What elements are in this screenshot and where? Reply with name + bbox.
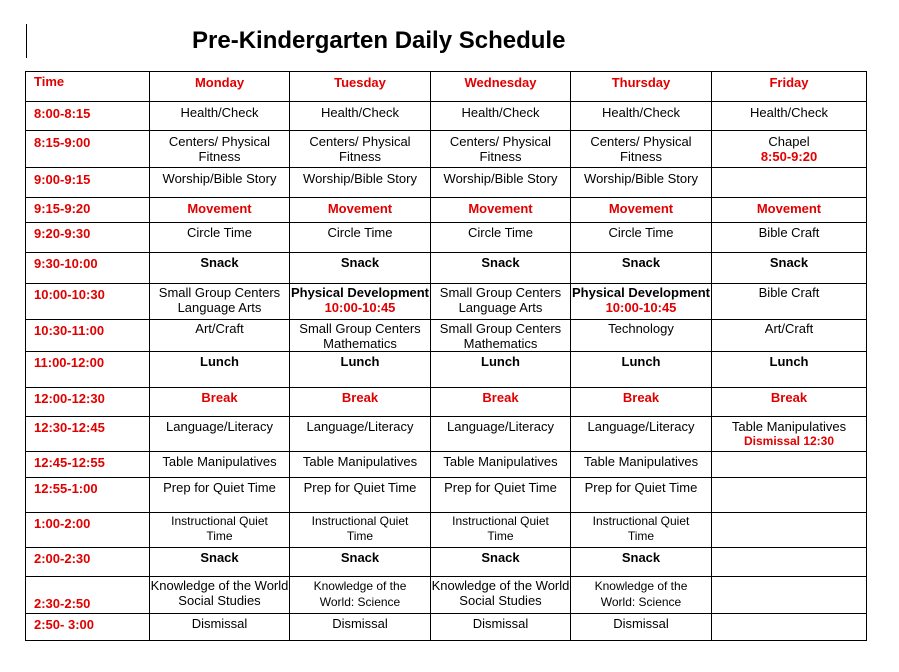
time-cell: 9:20-9:30 xyxy=(26,223,150,253)
activity-text: Dismissal xyxy=(613,616,669,631)
activity-cell xyxy=(431,168,571,198)
table-row xyxy=(26,168,867,198)
activity-text: Prep for Quiet Time xyxy=(303,480,417,495)
activity-subtext: World: Science xyxy=(319,595,401,609)
activity-text: Instructional Quiet xyxy=(592,514,690,528)
schedule-table xyxy=(25,71,867,641)
table-row xyxy=(26,548,867,577)
activity-text: Language/Literacy xyxy=(166,419,273,434)
table-row xyxy=(26,223,867,253)
table-row xyxy=(26,513,867,548)
activity-cell xyxy=(712,352,867,388)
activity-cell xyxy=(571,417,712,452)
activity-cell xyxy=(150,284,290,320)
activity-text: Worship/Bible Story xyxy=(443,171,558,186)
activity-text: Lunch xyxy=(481,354,520,369)
activity-cell xyxy=(712,284,867,320)
header-wednesday: Wednesday xyxy=(431,72,571,102)
table-row xyxy=(26,577,867,614)
activity-subtext: 10:00-10:45 xyxy=(605,300,677,315)
dismissal-note: Dismissal 12:30 xyxy=(743,434,835,448)
activity-text: Circle Time xyxy=(186,225,252,240)
activity-text: Technology xyxy=(608,321,674,336)
activity-text: Knowledge of the xyxy=(313,579,407,593)
activity-cell xyxy=(150,478,290,513)
table-row xyxy=(26,614,867,641)
activity-subtext: Language Arts xyxy=(177,300,262,315)
activity-cell xyxy=(431,284,571,320)
activity-text: Circle Time xyxy=(327,225,393,240)
activity-subtext: Language Arts xyxy=(458,300,543,315)
table-row xyxy=(26,284,867,320)
activity-cell xyxy=(431,548,571,577)
activity-text: Break xyxy=(341,390,379,405)
activity-cell xyxy=(290,513,431,548)
table-row xyxy=(26,320,867,352)
activity-cell xyxy=(571,320,712,352)
time-cell: 11:00-12:00 xyxy=(26,352,150,388)
activity-cell xyxy=(431,478,571,513)
activity-cell xyxy=(290,614,431,641)
activity-text: Break xyxy=(482,390,519,405)
activity-cell xyxy=(150,198,290,223)
activity-cell xyxy=(571,614,712,641)
activity-text: Art/Craft xyxy=(764,321,814,336)
activity-text: Lunch xyxy=(340,354,380,369)
activity-cell xyxy=(431,417,571,452)
activity-text: Knowledge of the World xyxy=(150,578,289,593)
activity-text: Knowledge of the World xyxy=(431,578,570,593)
activity-text: Break xyxy=(622,390,660,405)
activity-cell xyxy=(431,388,571,417)
activity-cell xyxy=(150,352,290,388)
activity-cell xyxy=(571,478,712,513)
activity-cell xyxy=(431,614,571,641)
header-time: Time xyxy=(26,72,150,102)
activity-cell xyxy=(712,577,867,614)
activity-text: Physical Development xyxy=(572,285,710,300)
activity-cell xyxy=(712,102,867,131)
activity-subtext: Time xyxy=(487,529,514,543)
activity-cell xyxy=(431,253,571,284)
activity-cell xyxy=(290,198,431,223)
activity-cell xyxy=(571,253,712,284)
activity-text: Lunch xyxy=(769,354,809,369)
activity-text: Instructional Quiet xyxy=(171,514,268,528)
activity-text xyxy=(712,548,866,550)
activity-text: Break xyxy=(770,390,808,405)
activity-text: Chapel xyxy=(768,134,810,149)
activity-text: Prep for Quiet Time xyxy=(444,480,557,495)
activity-cell xyxy=(712,614,867,641)
activity-cell xyxy=(290,168,431,198)
activity-subtext: Social Studies xyxy=(459,593,542,608)
activity-text: Table Manipulatives xyxy=(583,454,699,469)
activity-text xyxy=(712,478,866,480)
activity-cell xyxy=(571,223,712,253)
activity-text: Snack xyxy=(481,255,520,270)
time-cell: 1:00-2:00 xyxy=(26,513,150,548)
activity-cell xyxy=(712,513,867,548)
activity-cell xyxy=(712,253,867,284)
activity-text: Lunch xyxy=(200,354,239,369)
activity-subtext: Time xyxy=(206,529,233,543)
activity-cell xyxy=(712,548,867,577)
activity-text: Dismissal xyxy=(472,616,529,631)
activity-cell xyxy=(712,388,867,417)
activity-text: Small Group Centers xyxy=(158,285,281,300)
activity-text: Small Group Centers xyxy=(299,321,421,336)
activity-text: Snack xyxy=(621,550,661,565)
activity-subtext: 10:00-10:45 xyxy=(324,300,396,315)
activity-text: Knowledge of the xyxy=(594,579,688,593)
activity-text: Physical Development xyxy=(291,285,429,300)
activity-text: Dismissal xyxy=(191,616,248,631)
activity-cell xyxy=(150,614,290,641)
activity-cell xyxy=(571,577,712,614)
activity-subtext: World: Science xyxy=(600,595,682,609)
activity-text: Table Manipulatives xyxy=(302,454,418,469)
activity-cell xyxy=(712,478,867,513)
activity-text xyxy=(712,513,866,515)
activity-cell xyxy=(712,417,867,452)
activity-text: Language/Literacy xyxy=(306,419,414,434)
activity-cell xyxy=(290,102,431,131)
activity-text: Snack xyxy=(769,255,809,270)
activity-text: Table Manipulatives xyxy=(443,454,558,469)
activity-cell xyxy=(571,352,712,388)
activity-text: Dismissal xyxy=(332,616,388,631)
activity-text xyxy=(712,614,866,616)
activity-text: Snack xyxy=(621,255,661,270)
activity-text xyxy=(712,452,866,454)
page-title: Pre-Kindergarten Daily Schedule xyxy=(192,27,566,54)
activity-cell xyxy=(571,388,712,417)
activity-cell xyxy=(712,131,867,168)
activity-cell xyxy=(431,223,571,253)
activity-cell xyxy=(431,352,571,388)
activity-text: Instructional Quiet xyxy=(452,514,549,528)
activity-text: Language/Literacy xyxy=(447,419,554,434)
activity-cell xyxy=(150,223,290,253)
activity-text: Snack xyxy=(200,255,239,270)
activity-cell xyxy=(150,548,290,577)
activity-cell xyxy=(571,513,712,548)
activity-text: Movement xyxy=(327,201,393,216)
table-row xyxy=(26,452,867,478)
activity-text: Centers/ Physical Fitness xyxy=(168,134,271,164)
activity-subtext: Social Studies xyxy=(178,593,261,608)
table-row xyxy=(26,352,867,388)
table-row xyxy=(26,478,867,513)
time-cell: 9:00-9:15 xyxy=(26,168,150,198)
activity-cell xyxy=(150,253,290,284)
activity-cell xyxy=(290,352,431,388)
time-cell: 2:00-2:30 xyxy=(26,548,150,577)
activity-cell xyxy=(712,168,867,198)
activity-cell xyxy=(290,131,431,168)
activity-cell xyxy=(290,253,431,284)
time-cell: 12:00-12:30 xyxy=(26,388,150,417)
activity-text: Movement xyxy=(187,201,252,216)
activity-cell xyxy=(150,131,290,168)
activity-text: Centers/ Physical Fitness xyxy=(590,134,692,164)
table-row xyxy=(26,388,867,417)
activity-text: Snack xyxy=(340,550,380,565)
activity-text: Centers/ Physical Fitness xyxy=(309,134,411,164)
activity-cell xyxy=(290,284,431,320)
activity-text: Health/Check xyxy=(180,105,259,120)
header-monday: Monday xyxy=(150,72,290,102)
activity-text: Art/Craft xyxy=(195,321,244,336)
activity-text: Snack xyxy=(340,255,380,270)
table-row xyxy=(26,198,867,223)
activity-text: Circle Time xyxy=(467,225,533,240)
activity-text: Lunch xyxy=(621,354,661,369)
activity-cell xyxy=(712,223,867,253)
activity-text: Health/Check xyxy=(601,105,681,120)
activity-text: Small Group Centers xyxy=(439,321,562,336)
time-cell: 8:15-9:00 xyxy=(26,131,150,168)
activity-text: Small Group Centers xyxy=(439,285,562,300)
activity-cell xyxy=(431,198,571,223)
activity-text: Movement xyxy=(468,201,533,216)
activity-cell xyxy=(571,548,712,577)
activity-cell xyxy=(290,223,431,253)
activity-text: Worship/Bible Story xyxy=(303,171,417,186)
time-cell: 9:15-9:20 xyxy=(26,198,150,223)
activity-text: Health/Check xyxy=(320,105,400,120)
activity-cell xyxy=(431,102,571,131)
activity-text: Table Manipulatives xyxy=(731,419,847,434)
activity-subtext: Mathematics xyxy=(463,336,538,351)
activity-cell xyxy=(290,452,431,478)
activity-cell xyxy=(150,452,290,478)
activity-text: Health/Check xyxy=(461,105,540,120)
time-cell: 10:30-11:00 xyxy=(26,320,150,352)
time-text: 2:30-2:50 xyxy=(34,596,91,611)
activity-cell xyxy=(150,168,290,198)
activity-cell xyxy=(571,102,712,131)
activity-cell xyxy=(571,284,712,320)
chapel-time: 8:50-9:20 xyxy=(760,149,818,164)
activity-cell xyxy=(290,478,431,513)
table-row xyxy=(26,417,867,452)
activity-text: Table Manipulatives xyxy=(162,454,277,469)
time-cell: 12:30-12:45 xyxy=(26,417,150,452)
activity-cell xyxy=(150,388,290,417)
text-cursor xyxy=(26,24,27,58)
activity-cell xyxy=(431,513,571,548)
time-cell: 10:00-10:30 xyxy=(26,284,150,320)
activity-cell xyxy=(571,131,712,168)
activity-cell xyxy=(290,388,431,417)
header-friday: Friday xyxy=(712,72,867,102)
time-cell xyxy=(26,577,150,614)
activity-cell xyxy=(571,198,712,223)
activity-cell xyxy=(431,320,571,352)
activity-text: Prep for Quiet Time xyxy=(584,480,698,495)
activity-text: Break xyxy=(201,390,238,405)
activity-text: Snack xyxy=(481,550,520,565)
time-cell: 8:00-8:15 xyxy=(26,102,150,131)
activity-cell xyxy=(431,577,571,614)
activity-subtext: Time xyxy=(346,529,374,543)
activity-cell xyxy=(431,131,571,168)
activity-cell xyxy=(150,513,290,548)
activity-text: Bible Craft xyxy=(758,225,820,240)
table-row xyxy=(26,253,867,284)
activity-cell xyxy=(712,452,867,478)
activity-cell xyxy=(150,102,290,131)
activity-text: Worship/Bible Story xyxy=(584,171,698,186)
activity-text: Worship/Bible Story xyxy=(162,171,277,186)
activity-cell xyxy=(431,452,571,478)
activity-cell xyxy=(571,452,712,478)
activity-text: Health/Check xyxy=(749,105,829,120)
activity-cell xyxy=(712,198,867,223)
activity-cell xyxy=(150,417,290,452)
activity-text: Snack xyxy=(200,550,239,565)
header-row xyxy=(26,72,867,102)
activity-text: Prep for Quiet Time xyxy=(163,480,276,495)
activity-cell xyxy=(571,168,712,198)
activity-text xyxy=(712,168,866,170)
activity-cell xyxy=(150,577,290,614)
activity-text: Centers/ Physical Fitness xyxy=(449,134,552,164)
table-row xyxy=(26,102,867,131)
activity-text: Instructional Quiet xyxy=(311,514,409,528)
activity-cell xyxy=(290,548,431,577)
activity-cell xyxy=(290,320,431,352)
activity-text: Circle Time xyxy=(608,225,674,240)
activity-text: Movement xyxy=(608,201,674,216)
activity-subtext: Mathematics xyxy=(323,336,397,351)
table-row xyxy=(26,131,867,168)
activity-cell xyxy=(290,577,431,614)
activity-cell xyxy=(712,320,867,352)
activity-cell xyxy=(290,417,431,452)
activity-text xyxy=(712,577,866,579)
activity-text: Bible Craft xyxy=(758,285,820,300)
activity-subtext: Time xyxy=(627,529,655,543)
activity-cell xyxy=(150,320,290,352)
time-cell: 12:45-12:55 xyxy=(26,452,150,478)
activity-text: Language/Literacy xyxy=(587,419,695,434)
header-tuesday: Tuesday xyxy=(290,72,431,102)
time-cell: 2:50- 3:00 xyxy=(26,614,150,641)
activity-text: Movement xyxy=(756,201,822,216)
header-thursday: Thursday xyxy=(571,72,712,102)
time-cell: 12:55-1:00 xyxy=(26,478,150,513)
time-cell: 9:30-10:00 xyxy=(26,253,150,284)
